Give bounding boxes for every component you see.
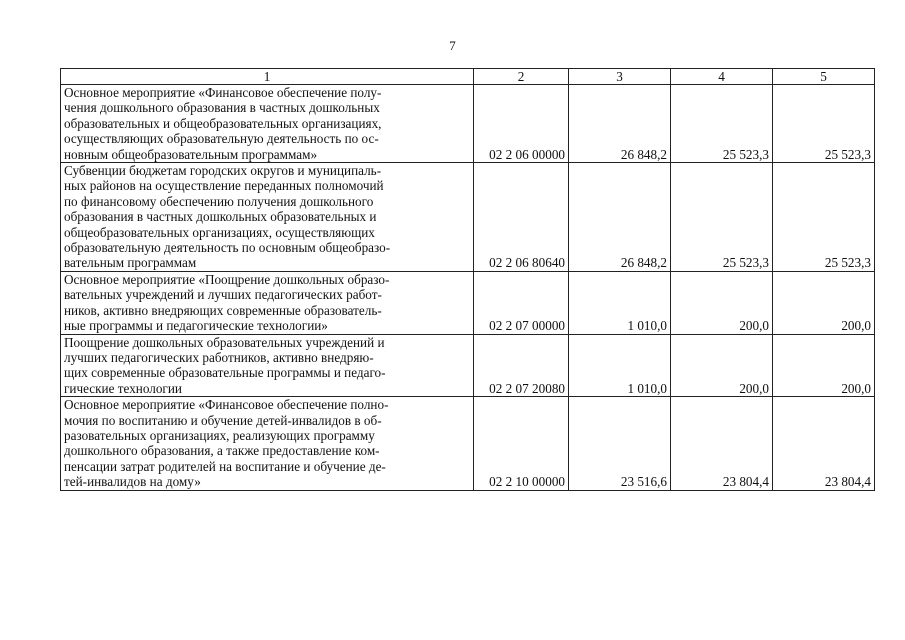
row-col4-cell: 23 804,4 [671,397,773,490]
row-code-cell: 02 2 10 00000 [474,397,569,490]
row-col5-cell: 23 804,4 [773,397,875,490]
row-col3-cell: 1 010,0 [569,271,671,334]
row-col5-cell: 25 523,3 [773,85,875,163]
row-name-line: вательных учреждений и лучших педагогических работ- [64,287,382,303]
header-col-5: 5 [773,69,875,85]
row-col5-cell: 25 523,3 [773,163,875,272]
row-name-line: пенсации затрат родителей на воспитание и обучение де- [64,458,386,474]
row-name-line: Поощрение дошкольных образовательных учреждений и [64,334,385,350]
row-name-line: образования в частных дошкольных образовательных и [64,209,377,225]
row-col5-cell: 200,0 [773,334,875,397]
row-name-cell [61,334,474,397]
header-col-3: 3 [569,69,671,85]
row-code-cell: 02 2 06 00000 [474,85,569,163]
row-name-line: дошкольного образования, а также предоставление ком- [64,443,380,459]
row-col4-cell: 200,0 [671,271,773,334]
row-name-line: новным общеобразовательным программам» [64,146,318,162]
budget-table [60,68,875,491]
header-col-2: 2 [474,69,569,85]
row-name-line: тей-инвалидов на дому» [64,474,201,490]
row-name-line: разовательных организациях, реализующих программу [64,427,375,443]
page-number: 7 [449,38,456,53]
row-col3-cell: 1 010,0 [569,334,671,397]
row-col3-cell: 26 848,2 [569,85,671,163]
row-col5-cell: 200,0 [773,271,875,334]
table-row [61,85,875,163]
row-col4-cell: 25 523,3 [671,163,773,272]
row-name-line: общеобразовательных организациях, осуществляющих [64,224,375,240]
header-row [61,69,875,85]
row-name-line: по финансовому обеспечению получения дошкольного [64,193,374,209]
row-name-line: ных районов на осуществление переданных полномочий [64,178,384,194]
table-row [61,334,875,397]
row-name-line: образовательных и общеобразовательных организациях, [64,115,382,131]
row-name-line: Основное мероприятие «Финансовое обеспечение полу- [64,85,382,100]
row-name-line: мочия по воспитанию и обучение детей-инвалидов в об- [64,412,382,428]
header-col-4: 4 [671,69,773,85]
row-name-line: образовательную деятельность по основным общеобразо- [64,240,391,256]
row-name-line: Основное мероприятие «Поощрение дошкольных образо- [64,271,390,287]
row-col3-cell: 23 516,6 [569,397,671,490]
row-name-cell [61,85,474,163]
row-name-line: вательным программам [64,255,197,271]
row-code-cell: 02 2 06 80640 [474,163,569,272]
row-name-line: Основное мероприятие «Финансовое обеспечение полно- [64,397,389,413]
header-col-1: 1 [61,69,474,85]
row-name-cell [61,271,474,334]
row-name-line: чения дошкольного образования в частных дошкольных [64,100,380,116]
row-name-line: лучших педагогических работников, активно внедряю- [64,349,374,365]
row-name-line: ников, активно внедряющих современные образователь- [64,302,382,318]
row-col4-cell: 25 523,3 [671,85,773,163]
row-name-line: Субвенции бюджетам городских округов и муниципаль- [64,163,382,179]
row-col3-cell: 26 848,2 [569,163,671,272]
table-row [61,163,875,272]
row-code-cell: 02 2 07 20080 [474,334,569,397]
row-name-line: ные программы и педагогические технологии» [64,318,328,334]
row-name-line: гические технологии [64,380,182,396]
row-code-cell: 02 2 07 00000 [474,271,569,334]
table-row [61,271,875,334]
table-body [61,85,875,491]
row-name-cell [61,397,474,490]
row-name-cell [61,163,474,272]
table-row [61,397,875,490]
row-name-line: осуществляющих образовательную деятельность по ос- [64,131,379,147]
row-name-line: щих современные образовательные программы и педаго- [64,365,386,381]
row-col4-cell: 200,0 [671,334,773,397]
